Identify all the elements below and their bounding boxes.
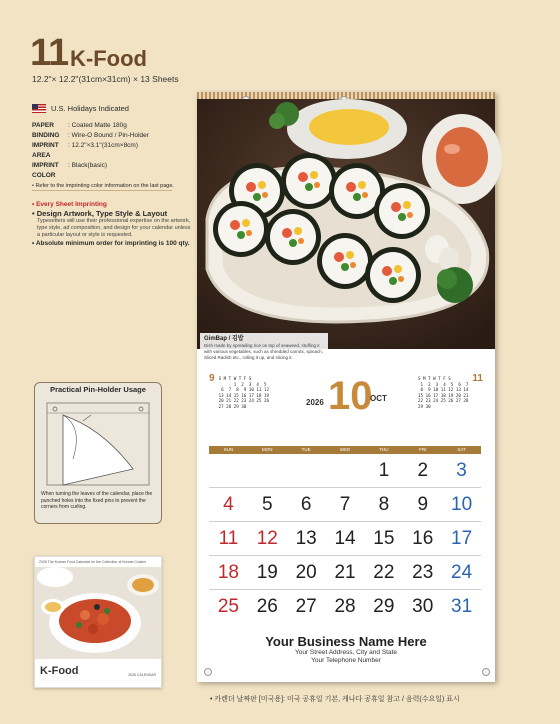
thumbnail-caption: 2026 The Korean Food Calendar for the Collection of Korean Cuisine (39, 560, 147, 564)
us-flag-icon (32, 104, 46, 113)
footnote: • 카렌더 날짜판 [미국용]: 미국 공휴일 기본, 캐나다 공휴일 참고 / 음력(수요일) 표시 (210, 696, 460, 703)
day-cell (287, 454, 326, 487)
spec-row: BINDING : Wire-O Bound / Pin-Holder (32, 132, 149, 139)
day-cell: 25 (217, 596, 239, 617)
holiday-indicator (32, 104, 129, 113)
spec-note: • Refer to the imprinting color information on the last page. (32, 183, 174, 189)
business-phone: Your Telephone Number (311, 657, 381, 664)
day-cell: 15 (373, 528, 395, 549)
weekday-label: FRI (419, 447, 427, 452)
product-size: 12.2"× 12.2"(31cm×31cm) × 13 Sheets (32, 74, 179, 84)
day-cell: 4 (223, 494, 234, 515)
thumbnail-food-image (35, 567, 161, 659)
day-cell: 21 (334, 562, 356, 583)
spec-list (32, 121, 174, 191)
caption-body: Dish made by spreading rice on top of seaweed, stuffing it with various vegetables, such as shredded carrots, spinach, Sliced Radish etc., rolling it up, and slicing it. (204, 343, 324, 360)
day-cell: 20 (295, 562, 317, 583)
weekday-header (209, 446, 481, 454)
holiday-day-cell: 12 (256, 528, 278, 549)
week-row (209, 590, 481, 623)
next-month-number: 11 (472, 373, 483, 384)
design-title: • Design Artwork, Type Style & Layout (32, 209, 168, 218)
day-cell: 22 (373, 562, 395, 583)
pin-holder-illustration (43, 399, 153, 489)
bottom-hole-right (482, 668, 490, 676)
week-row (209, 488, 481, 522)
year-label: 2026 (306, 398, 324, 407)
business-name: Your Business Name Here (265, 634, 427, 649)
imprint-info (32, 200, 192, 248)
day-cell (248, 454, 287, 487)
day-cell: 27 (295, 596, 317, 617)
day-cell (326, 454, 365, 487)
prev-month-number: 9 (209, 373, 215, 384)
day-cell: 13 (295, 528, 317, 549)
month-name: OCT (370, 394, 387, 403)
business-address: Your Street Address, City and State (294, 649, 397, 656)
weekday-label: WED (339, 447, 351, 452)
day-cell: 18 (217, 562, 239, 583)
week-row (209, 522, 481, 556)
pin-holder-title: Practical Pin-Holder Usage (50, 385, 146, 394)
day-cell: 9 (417, 494, 429, 515)
next-month-mini: S M T W T F S 1 2 3 4 5 6 7 8 9 10 11 12 13 14 15 16 17 18 19 20 21 22 23 24 25 26 27 28 29 30 11 (418, 373, 483, 409)
every-sheet-label: • Every Sheet Imprinting (32, 201, 107, 208)
thumbnail-calendar-label: 2026 CALENDAR (128, 673, 156, 677)
spec-row: PAPER : Coated Matte 180g (32, 122, 127, 129)
calendar-thumbnail (34, 556, 162, 688)
divider (32, 190, 172, 191)
photo-caption (200, 333, 328, 364)
day-cell: 28 (334, 596, 356, 617)
day-cell: 19 (256, 562, 278, 583)
day-cell: 7 (339, 494, 351, 515)
week-row (209, 556, 481, 590)
weekday-label: TUE (301, 447, 311, 452)
day-cell: 31 (451, 596, 473, 617)
day-cell: 11 (218, 528, 239, 549)
day-cell: 8 (378, 494, 390, 515)
minimum-order: • Absolute minimum order for imprinting is 100 qty. (32, 240, 190, 247)
design-body: Typesetters will use their professional expertise on the artwork, type style, ad composition, and design for your calendar unless a particular layout or style is requested. (37, 218, 191, 238)
pin-holder-box (34, 382, 162, 524)
day-cell: 2 (417, 460, 429, 481)
month-number: 10 (328, 374, 373, 418)
weekday-label: SAT (457, 447, 466, 452)
day-cell: 17 (451, 528, 473, 549)
holiday-note: U.S. Holidays Indicated (51, 104, 129, 113)
day-cell: 23 (412, 562, 434, 583)
spec-row: IMPRINT AREA : 12.2"×3.1"(31cm×8cm) (32, 142, 139, 159)
day-cell: 14 (334, 528, 356, 549)
date-grid (209, 454, 481, 623)
day-cell: 10 (451, 494, 473, 515)
day-cell: 3 (456, 460, 467, 481)
product-title: K-Food (70, 46, 147, 71)
bottom-hole-left (204, 668, 212, 676)
pin-holder-text: When turning the leaves of the calendar, place the punched holes into the fixed pins to prevent the corners from curling. (41, 491, 153, 510)
thumbnail-name: K-Food (40, 665, 79, 677)
gimbap-photo (197, 99, 495, 360)
weekday-label: SUN (223, 447, 234, 452)
day-cell: 26 (256, 596, 278, 617)
day-cell: 24 (451, 562, 473, 583)
day-cell: 5 (262, 494, 273, 515)
spec-row: IMPRINT COLOR : Black(basic) (32, 162, 108, 179)
day-cell (209, 454, 248, 487)
day-cell: 16 (412, 528, 434, 549)
prev-month-mini: 9 S M T W T F S 1 2 3 4 5 6 7 8 9 10 11 12 13 14 15 16 17 18 19 20 21 22 23 24 25 26 27 28 29 30 (209, 373, 269, 409)
week-row (209, 454, 481, 488)
catalog-number: 11 (30, 32, 69, 74)
weekday-label: THU (379, 447, 389, 452)
day-cell: 6 (300, 494, 312, 515)
business-imprint (197, 634, 495, 665)
weekday-label: MON (262, 447, 273, 452)
caption-title: GimBap / 김밥 (204, 336, 244, 342)
day-cell: 30 (412, 596, 434, 617)
day-cell: 1 (378, 460, 390, 481)
day-cell: 29 (373, 596, 395, 617)
